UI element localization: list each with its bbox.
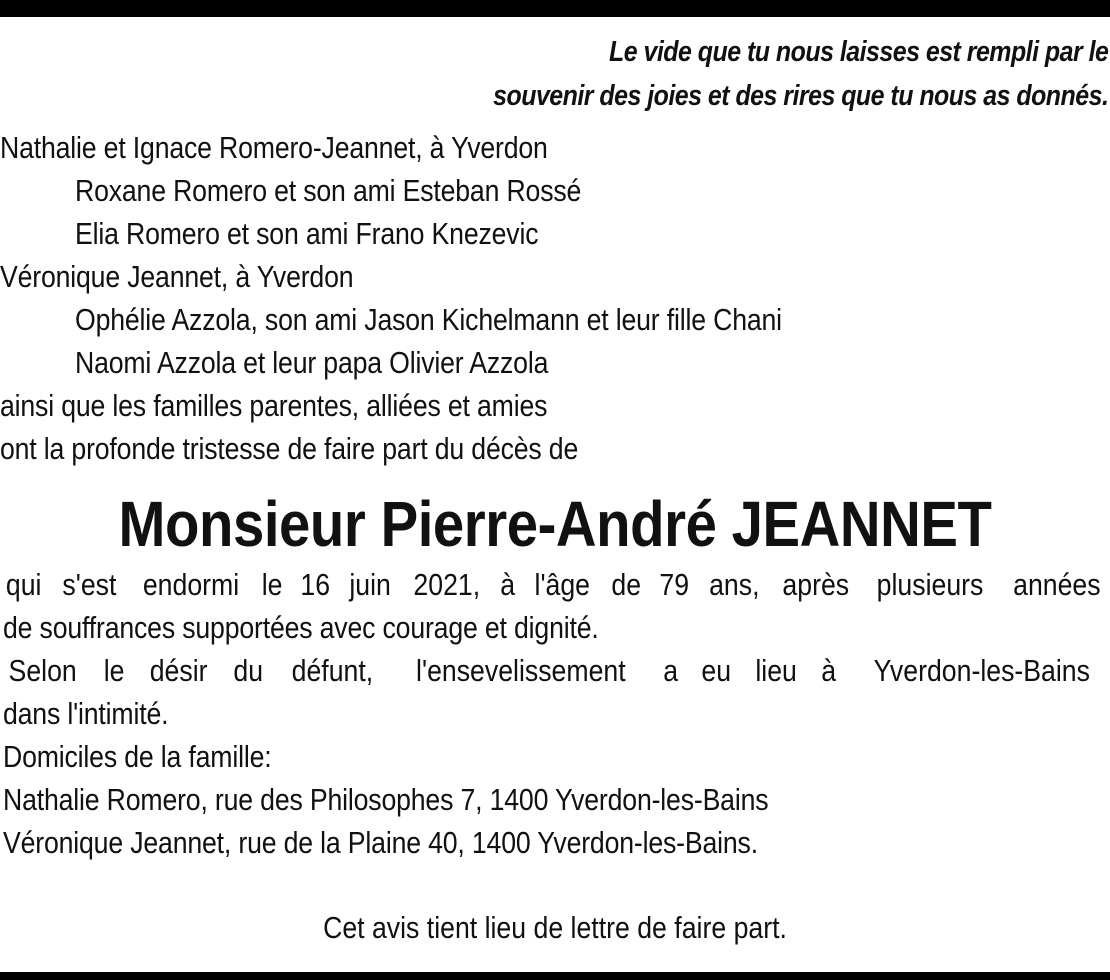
word: années [1013,567,1101,602]
family-line: Nathalie et Ignace Romero-Jeannet, à Yverdon [0,130,548,165]
word: juin [349,567,392,602]
family-line: Roxane Romero et son ami Esteban Rossé [75,173,582,208]
word: lieu [755,653,798,688]
word: qui [5,567,42,602]
family-line: Elia Romero et son ami Frano Knezevic [75,216,539,251]
word: l'âge [534,567,591,602]
word: défunt, [291,653,374,688]
epigraph-quote [493,30,1108,118]
word: l'ensevelissement [416,653,626,688]
word: 79 [659,567,689,602]
word: 16 [300,567,331,602]
word: de [611,567,641,602]
word: à [821,653,836,688]
domiciles-label: Domiciles de la famille: [3,739,272,774]
word: du [233,653,264,688]
top-border-rule [0,0,1110,17]
closing-note: Cet avis tient lieu de lettre de faire part. [323,910,787,945]
word: Yverdon-les-Bains [874,653,1091,688]
word: le [103,653,124,688]
body-line-3 [3,649,1108,692]
word: ans, [709,567,760,602]
word: désir [149,653,208,688]
body-line-1 [3,563,1108,606]
family-line: Ophélie Azzola, son ami Jason Kichelmann et leur fille Chani [75,302,782,337]
word: Selon [8,653,77,688]
word: le [261,567,283,602]
word: plusieurs [877,567,984,602]
body-line-2: de souffrances supportées avec courage et dignité. [3,610,599,645]
word: eu [701,653,731,688]
word: a [663,653,679,688]
word: à [500,567,516,602]
epigraph-line-1: Le vide que tu nous laisses est rempli par le [608,36,1108,68]
family-line: Naomi Azzola et leur papa Olivier Azzola [75,345,549,380]
word: après [782,567,850,602]
family-line: ont la profonde tristesse de faire part du décès de [0,431,579,466]
word: 2021, [413,567,481,602]
deceased-name: Monsieur Pierre-André JEANNET [118,488,992,560]
epigraph-line-2: souvenir des joies et des rires que tu nous as donnés. [492,80,1108,112]
bottom-border-rule [0,972,1110,980]
family-address-1: Nathalie Romero, rue des Philosophes 7, 1400 Yverdon-les-Bains [3,782,769,817]
word: s'est [62,567,117,602]
word: endormi [142,567,239,602]
family-address-2: Véronique Jeannet, rue de la Plaine 40, 1400 Yverdon-les-Bains. [3,825,758,860]
body-line-4: dans l'intimité. [3,696,169,731]
family-line: ainsi que les familles parentes, alliées et amies [0,388,548,423]
family-line: Véronique Jeannet, à Yverdon [0,259,354,294]
